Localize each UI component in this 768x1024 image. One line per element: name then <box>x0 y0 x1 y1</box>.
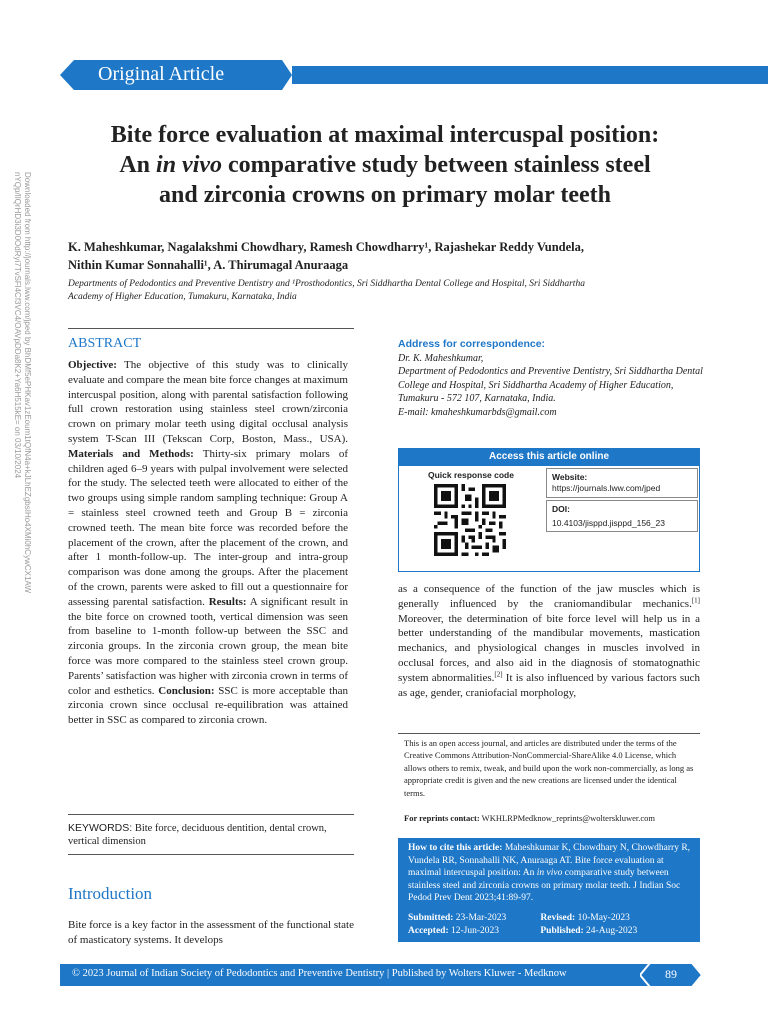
website-label: Website: <box>552 472 588 482</box>
website-link[interactable]: https://journals.lww.com/jped <box>552 483 661 493</box>
reprints-email[interactable]: WKHLRPMedknow_reprints@wolterskluwer.com <box>479 813 655 823</box>
author-line-1: K. Maheshkumar, Nagalakshmi Chowdhary, Ramesh Chowdharry¹, Rajashekar Reddy Vundela, <box>68 240 584 254</box>
doi-label: DOI: <box>552 504 570 514</box>
correspondence-address: Department of Pedodontics and Preventive Dentistry, Sri Siddhartha Dental College and Hospital, Sri Siddhartha Academy of Higher Education, Tumakuru - 572 107, Karnataka, India. <box>398 366 703 405</box>
author-line-2: Nithin Kumar Sonnahalli¹, A. Thirumagal Anuraaga <box>68 258 349 272</box>
footer-copyright: © 2023 Journal of Indian Society of Pedodontics and Preventive Dentistry | Published by Wolters Kluwer - Medknow <box>72 968 567 979</box>
license-top-rule <box>398 733 700 734</box>
keywords: KEYWORDS: Bite force, deciduous dentition, dental crown, vertical dimension <box>68 822 327 847</box>
abstract-body: Objective: The objective of this study was to clinically evaluate and compare the mean bite force changes at maximum intercuspal position, along with parental satisfaction following full crown restoration using stainless steel crown/zirconia crown on primary molar teeth using digital occlusal analysis system T-Scan III (Tekscan Corp, Boston, Mass., USA). Materials and Methods: Thirty-six primary molars of children aged 6–9 years with pulpal involvement were selected for the study. The selected teeth were allocated to either of the two groups using simple random sampling technique: Group A = stainless steel crowned teeth and Group B = zirconia crowned teeth. The mean bite force was recorded before the placement of the crown, after the placement of the crown, and after 1 month-follow-up. The inter-group and intra-group comparison was done among the groups. After the placement of the crown, parents were asked to fill out a questionnaire for assessing parental satisfaction. Results: A significant result in the bite force on crowned tooth, vertical dimension was seen from baseline to 1-month follow-up between the SSC and zirconia groups. In the zirconia crown group, the mean bite force was more compared to the stainless steel crown group. Parents’ satisfaction was higher with zirconia crown in terms of color and esthetics. Conclusion: SSC is more acceptable than zirconia crown since occlusal re-equilibration was attained better in SSC as compared to zirconia crown. <box>68 359 349 727</box>
page-number: 89 <box>665 967 677 981</box>
article-title <box>60 120 710 210</box>
title-line-2: An in vivo comparative study between stainless steel <box>119 152 651 178</box>
correspondence-email[interactable]: E-mail: kmaheshkumarbds@gmail.com <box>398 406 557 418</box>
introduction-continued: as a consequence of the function of the jaw muscles which is generally influenced by the craniomandibular mechanics.[1] Moreover, the determination of bite force level will help us in a better understanding of the mandibular movements, mastication mechanics, and physiological changes in muscles involved in occlusal forces, and also aid in the diagnosis of stomatognathic system abnormalities.[2] It is also influenced by various factors such as age, gender, craniofacial morphology, <box>398 583 700 699</box>
abstract-top-rule <box>68 328 354 329</box>
citation-ref-1[interactable]: [1] <box>691 596 700 605</box>
introduction-body: Bite force is a key factor in the assessment of the functional state of masticatory systems. It develops <box>68 919 354 946</box>
doi-link[interactable]: 10.4103/jisppd.jisppd_156_23 <box>552 518 665 528</box>
affiliation-line-1: Departments of Pedodontics and Preventive Dentistry and ¹Prosthodontics, Sri Siddhartha Dental College and Hospital, Sri Siddhartha <box>68 279 585 289</box>
title-line-3: and zirconia crowns on primary molar teeth <box>159 182 611 208</box>
reprints-contact: For reprints contact: WKHLRPMedknow_reprints@wolterskluwer.com <box>404 813 655 823</box>
qr-code-icon[interactable] <box>434 484 506 556</box>
download-watermark <box>4 172 48 612</box>
author-list <box>68 238 708 274</box>
citation-text: How to cite this article: Maheshkumar K, Chowdhary N, Chowdharry R, Vundela RR, Sonnahalli NK, Anuraaga AT. Bite force evaluation at maximal intercuspal position: An in vivo comparative study between stainless steel and zirconia crowns on primary molar teeth. J Indian Soc Pedod Prev Dent 2023;41:89-97. <box>408 843 691 903</box>
keywords-rule <box>68 814 354 815</box>
license-notice: This is an open access journal, and articles are distributed under the terms of the Creative Commons Attribution-NonCommercial-ShareAlike 4.0 License, which allows others to remix, tweak, and build upon the work non-commercially, as long as appropriate credit is given and the new creations are licensed under the identical terms. <box>404 738 694 798</box>
title-line-1: Bite force evaluation at maximal intercuspal position: <box>110 122 660 148</box>
citation-ref-2[interactable]: [2] <box>494 670 503 679</box>
keywords-bottom-rule <box>68 854 354 855</box>
article-dates: Submitted: 23-Mar-2023 Revised: 10-May-2023 Accepted: 12-Jun-2023 Published: 24-Aug-2023 <box>408 913 638 936</box>
header-banner-bar <box>292 66 768 84</box>
website-cell <box>546 468 698 498</box>
abstract-heading: ABSTRACT <box>68 336 142 351</box>
affiliation-line-2: Academy of Higher Education, Tumakuru, Karnataka, India <box>68 292 297 302</box>
introduction-heading: Introduction <box>68 884 153 903</box>
access-online-heading: Access this article online <box>398 448 700 466</box>
article-type-label: Original Article <box>98 63 225 85</box>
affiliations <box>68 278 708 304</box>
watermark-line-1: Downloaded from http://journals.lww.com/jped by BhDMf5ePHKav1zEoum1tQfN4a+kJLhEZgbsIHo4XMi0hCywCX1AW <box>23 172 32 593</box>
doi-cell <box>546 500 698 532</box>
qr-code-label: Quick response code <box>428 470 514 480</box>
watermark-line-2: nYQp/IlQrHD3i3D0OdRyi7TvSFl4Cf3VC4/OAVpDDa8K2+Ya6H515kE= on 03/10/2024 <box>13 172 22 479</box>
correspondence-name: Dr. K. Maheshkumar, <box>398 353 484 364</box>
correspondence-body <box>398 352 708 419</box>
correspondence-heading: Address for correspondence: <box>398 338 546 350</box>
